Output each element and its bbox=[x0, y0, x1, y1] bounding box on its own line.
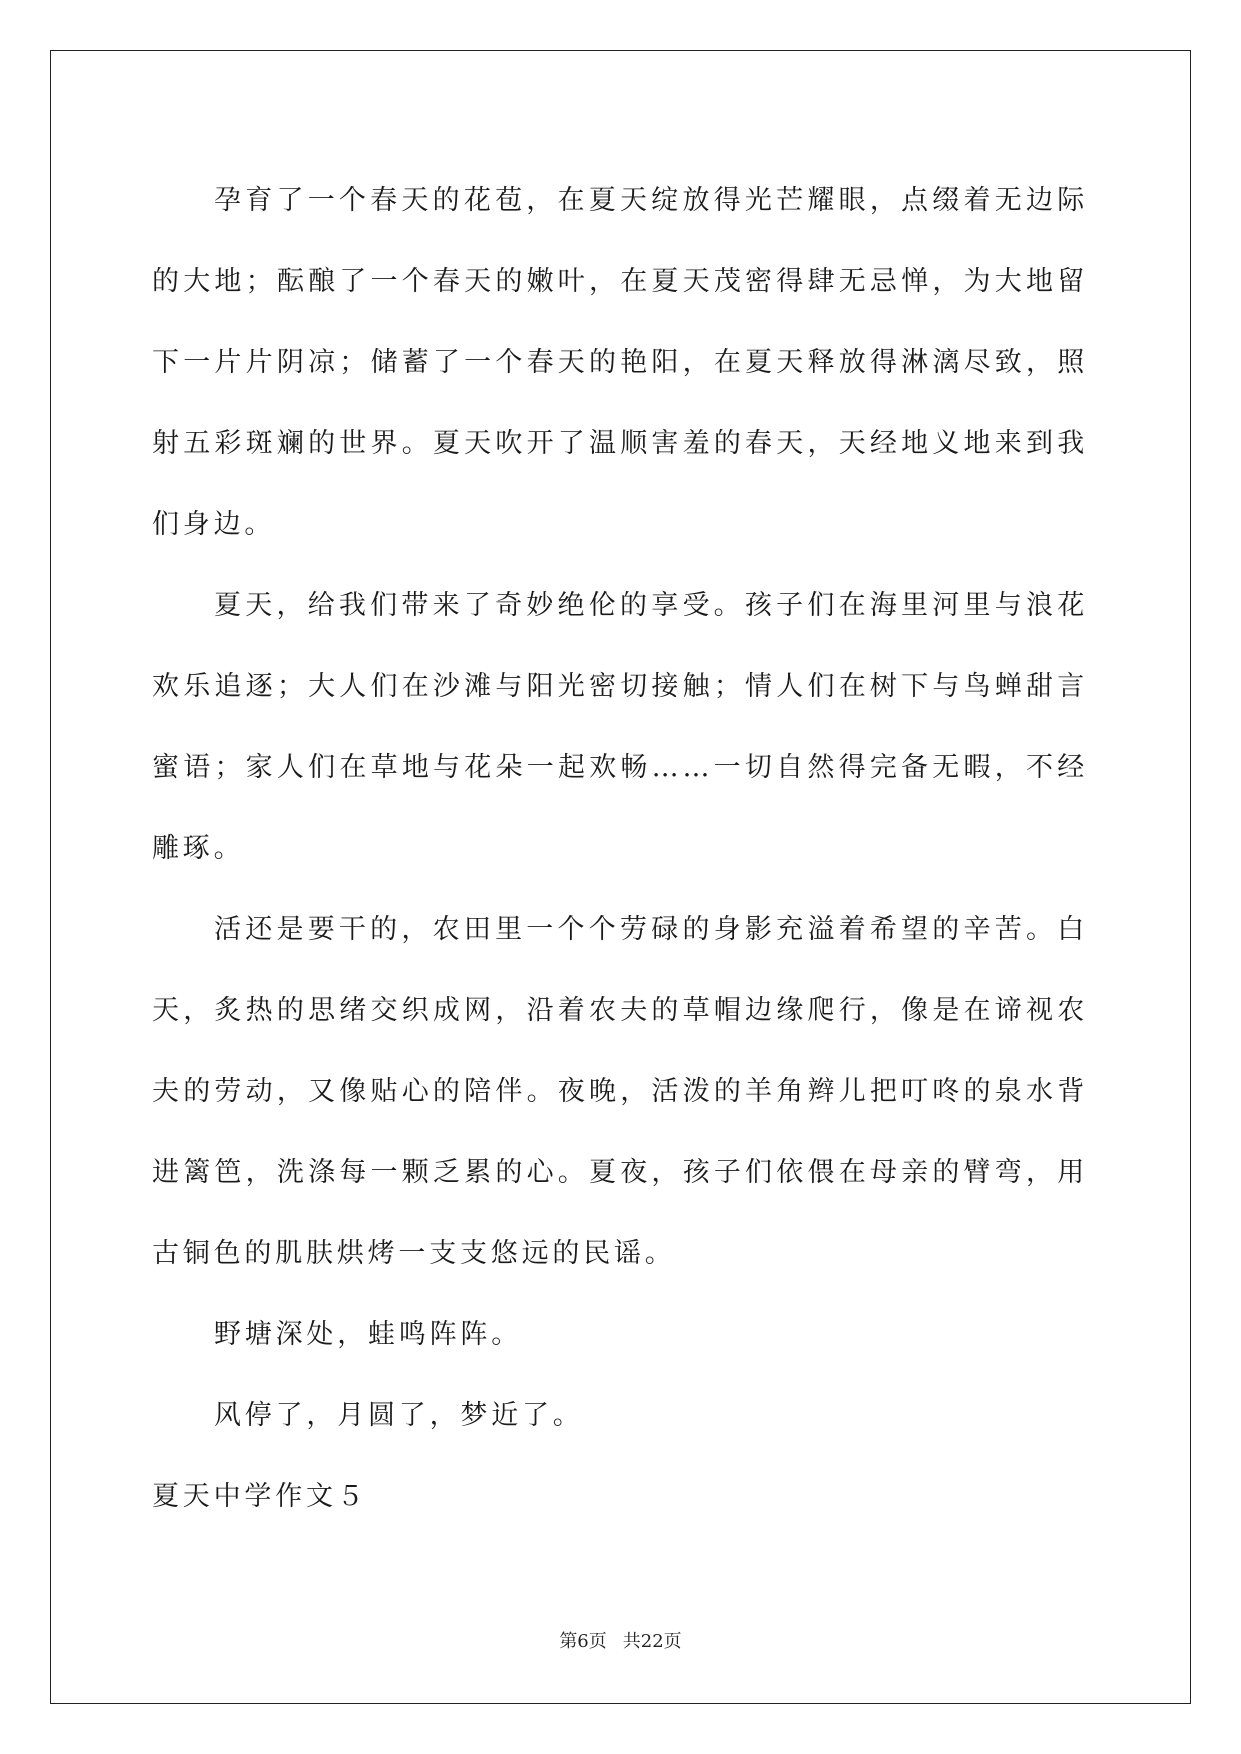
paragraph-2: 夏天，给我们带来了奇妙绝伦的享受。孩子们在海里河里与浪花欢乐追逐；大人们在沙滩与阳光密切接触；情人们在树下与鸟蝉甜言蜜语；家人们在草地与花朵一起欢畅……一切自然得完备无暇，不经雕琢。 bbox=[152, 590, 1088, 864]
current-page-label: 第6页 bbox=[559, 1631, 607, 1652]
paragraph-4: 野塘深处，蛙鸣阵阵。 bbox=[214, 1319, 522, 1350]
document-body bbox=[152, 160, 1088, 1537]
paragraph-5: 风停了，月圆了，梦近了。 bbox=[214, 1400, 584, 1431]
paragraph-3: 活还是要干的，农田里一个个劳碌的身影充溢着希望的辛苦。白天，炙热的思绪交织成网，沿着农夫的草帽边缘爬行，像是在谛视农夫的劳动，又像贴心的陪伴。夜晚，活泼的羊角辫儿把叮咚的泉水背进篱笆，洗涤每一颗乏累的心。夏夜，孩子们依偎在母亲的臂弯，用古铜色的肌肤烘烤一支支悠远的民谣。 bbox=[152, 914, 1088, 1269]
page-footer bbox=[0, 1627, 1241, 1653]
paragraph-1: 孕育了一个春天的花苞，在夏天绽放得光芒耀眼，点缀着无边际的大地；酝酿了一个春天的嫩叶，在夏天茂密得肆无忌惮，为大地留下一片片阴凉；储蓄了一个春天的艳阳，在夏天释放得淋漓尽致，照射五彩斑斓的世界。夏天吹开了温顺害羞的春天，天经地义地来到我们身边。 bbox=[152, 185, 1088, 540]
total-pages-label: 共22页 bbox=[622, 1631, 682, 1652]
section-heading: 夏天中学作文５ bbox=[152, 1481, 368, 1512]
